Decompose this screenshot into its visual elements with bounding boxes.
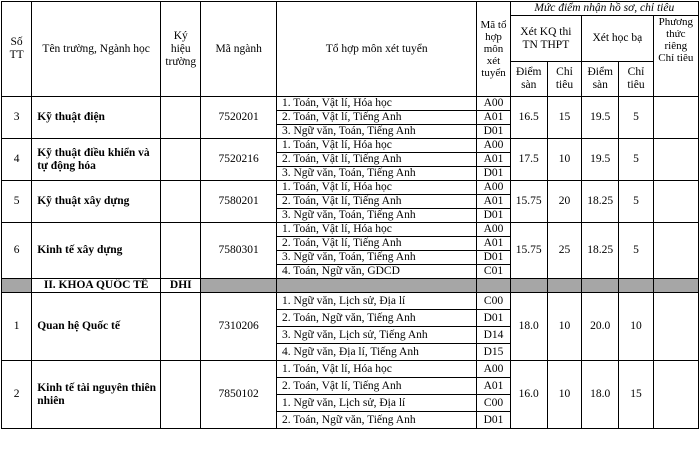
table-row [2, 361, 699, 378]
combo-name: 3. Ngữ văn, Lịch sử, Tiếng Anh [276, 327, 476, 344]
admission-table [1, 1, 699, 429]
row-major-code: 7520201 [201, 97, 277, 139]
header-score-group: Mức điểm nhận hồ sơ, chỉ tiêu [510, 2, 698, 16]
header-other-label: Phương thức riêng [658, 16, 693, 52]
row-major-code: 7850102 [201, 361, 277, 429]
header-combo: Tổ hợp môn xét tuyển [276, 2, 476, 97]
transcript-floor: 18.0 [582, 361, 619, 429]
transcript-floor: 20.0 [582, 293, 619, 361]
combo-code: A00 [477, 361, 510, 378]
combo-name: 1. Toán, Vật lí, Hóa học [276, 361, 476, 378]
row-school-code [161, 223, 201, 279]
row-school-code [161, 97, 201, 139]
other-quota [653, 361, 698, 429]
combo-code: A01 [477, 111, 510, 125]
row-school-code [161, 293, 201, 361]
combo-name: 1. Toán, Vật lí, Hóa học [276, 223, 476, 237]
row-major-code: 7580201 [201, 181, 277, 223]
combo-code: D01 [477, 125, 510, 139]
combo-code: D01 [477, 310, 510, 327]
row-major-code: 7580301 [201, 223, 277, 279]
row-major-name: Kỹ thuật điện [32, 97, 161, 139]
combo-code: A01 [477, 378, 510, 395]
section-row [2, 279, 699, 293]
combo-code: A01 [477, 237, 510, 251]
transcript-floor: 18.25 [582, 223, 619, 279]
combo-name: 3. Ngữ văn, Toán, Tiếng Anh [276, 167, 476, 181]
table-row [2, 293, 699, 310]
table-body-section-1 [2, 97, 699, 279]
header-stt: Số TT [2, 2, 32, 97]
combo-code: C00 [477, 395, 510, 412]
combo-name: 3. Ngữ văn, Toán, Tiếng Anh [276, 251, 476, 265]
exam-floor: 16.0 [510, 361, 547, 429]
row-school-code [161, 361, 201, 429]
row-stt: 3 [2, 97, 32, 139]
combo-name: 2. Toán, Vật lí, Tiếng Anh [276, 111, 476, 125]
header-major-code: Mã ngành [201, 2, 277, 97]
combo-code: C00 [477, 293, 510, 310]
exam-quota: 20 [547, 181, 581, 223]
table-row [2, 223, 699, 237]
exam-floor: 17.5 [510, 139, 547, 181]
other-quota [653, 293, 698, 361]
combo-name: 2. Toán, Vật lí, Tiếng Anh [276, 153, 476, 167]
header-school-code: Ký hiệu trường [161, 2, 201, 97]
header-school-major: Tên trường, Ngành học [32, 2, 161, 97]
section-row-group [2, 279, 699, 293]
header-exam: Xét KQ thi TN THPT [510, 16, 582, 62]
transcript-quota: 5 [619, 223, 653, 279]
header-combo-code: Mã tổ hợp môn xét tuyển [477, 2, 510, 97]
combo-code: A01 [477, 195, 510, 209]
combo-code: A00 [477, 181, 510, 195]
transcript-quota: 5 [619, 97, 653, 139]
combo-name: 2. Toán, Ngữ văn, Tiếng Anh [276, 310, 476, 327]
exam-quota: 10 [547, 293, 581, 361]
combo-name: 1. Ngữ văn, Lịch sử, Địa lí [276, 293, 476, 310]
admission-table-page [0, 1, 700, 474]
combo-code: A00 [477, 97, 510, 111]
exam-quota: 15 [547, 97, 581, 139]
combo-code: C01 [477, 265, 510, 279]
header-tr-floor: Điểm sàn [582, 62, 619, 97]
combo-name: 2. Toán, Vật lí, Tiếng Anh [276, 378, 476, 395]
row-major-code: 7520216 [201, 139, 277, 181]
combo-name: 1. Ngữ văn, Lịch sử, Địa lí [276, 395, 476, 412]
transcript-floor: 18.25 [582, 181, 619, 223]
transcript-quota: 15 [619, 361, 653, 429]
header-tr-quota: Chỉ tiêu [619, 62, 653, 97]
combo-code: D01 [477, 209, 510, 223]
header-transcript: Xét học bạ [582, 16, 654, 62]
combo-name: 1. Toán, Vật lí, Hóa học [276, 139, 476, 153]
table-row [2, 97, 699, 111]
combo-name: 1. Toán, Vật lí, Hóa học [276, 181, 476, 195]
combo-code: D01 [477, 251, 510, 265]
combo-name: 4. Ngữ văn, Địa lí, Tiếng Anh [276, 344, 476, 361]
table-row [2, 139, 699, 153]
combo-name: 1. Toán, Vật lí, Hóa học [276, 97, 476, 111]
section-code: DHI [161, 279, 201, 293]
exam-quota: 10 [547, 139, 581, 181]
exam-floor: 15.75 [510, 181, 547, 223]
transcript-floor: 19.5 [582, 97, 619, 139]
header-exam-floor: Điểm sàn [510, 62, 547, 97]
combo-code: A00 [477, 139, 510, 153]
transcript-floor: 19.5 [582, 139, 619, 181]
header-other-quota: Chỉ tiêu [658, 52, 694, 64]
combo-name: 3. Ngữ văn, Toán, Tiếng Anh [276, 125, 476, 139]
combo-name: 2. Toán, Vật lí, Tiếng Anh [276, 195, 476, 209]
other-quota [653, 97, 698, 139]
other-quota [653, 223, 698, 279]
other-quota [653, 139, 698, 181]
row-stt: 5 [2, 181, 32, 223]
row-major-name: Quan hệ Quốc tế [32, 293, 161, 361]
row-major-name: Kinh tế xây dựng [32, 223, 161, 279]
combo-code: D15 [477, 344, 510, 361]
exam-quota: 25 [547, 223, 581, 279]
exam-floor: 18.0 [510, 293, 547, 361]
combo-code: D01 [477, 412, 510, 429]
table-header [2, 2, 699, 97]
row-major-name: Kỹ thuật xây dựng [32, 181, 161, 223]
combo-code: A00 [477, 223, 510, 237]
combo-code: A01 [477, 153, 510, 167]
exam-floor: 16.5 [510, 97, 547, 139]
exam-floor: 15.75 [510, 223, 547, 279]
combo-name: 3. Ngữ văn, Toán, Tiếng Anh [276, 209, 476, 223]
row-major-name: Kỹ thuật điều khiển và tự động hóa [32, 139, 161, 181]
row-school-code [161, 139, 201, 181]
combo-code: D14 [477, 327, 510, 344]
combo-name: 4. Toán, Ngữ văn, GDCD [276, 265, 476, 279]
header-other [653, 16, 698, 97]
transcript-quota: 10 [619, 293, 653, 361]
table-body-section-2 [2, 293, 699, 429]
row-stt: 6 [2, 223, 32, 279]
combo-name: 2. Toán, Ngữ văn, Tiếng Anh [276, 412, 476, 429]
transcript-quota: 5 [619, 181, 653, 223]
exam-quota: 10 [547, 361, 581, 429]
combo-code: D01 [477, 167, 510, 181]
row-school-code [161, 181, 201, 223]
other-quota [653, 181, 698, 223]
row-stt: 2 [2, 361, 32, 429]
row-stt: 4 [2, 139, 32, 181]
section-name: II. KHOA QUỐC TẾ [32, 279, 161, 293]
row-major-name: Kinh tế tài nguyên thiên nhiên [32, 361, 161, 429]
table-row [2, 181, 699, 195]
transcript-quota: 5 [619, 139, 653, 181]
row-stt: 1 [2, 293, 32, 361]
header-exam-quota: Chỉ tiêu [547, 62, 581, 97]
row-major-code: 7310206 [201, 293, 277, 361]
combo-name: 2. Toán, Vật lí, Tiếng Anh [276, 237, 476, 251]
